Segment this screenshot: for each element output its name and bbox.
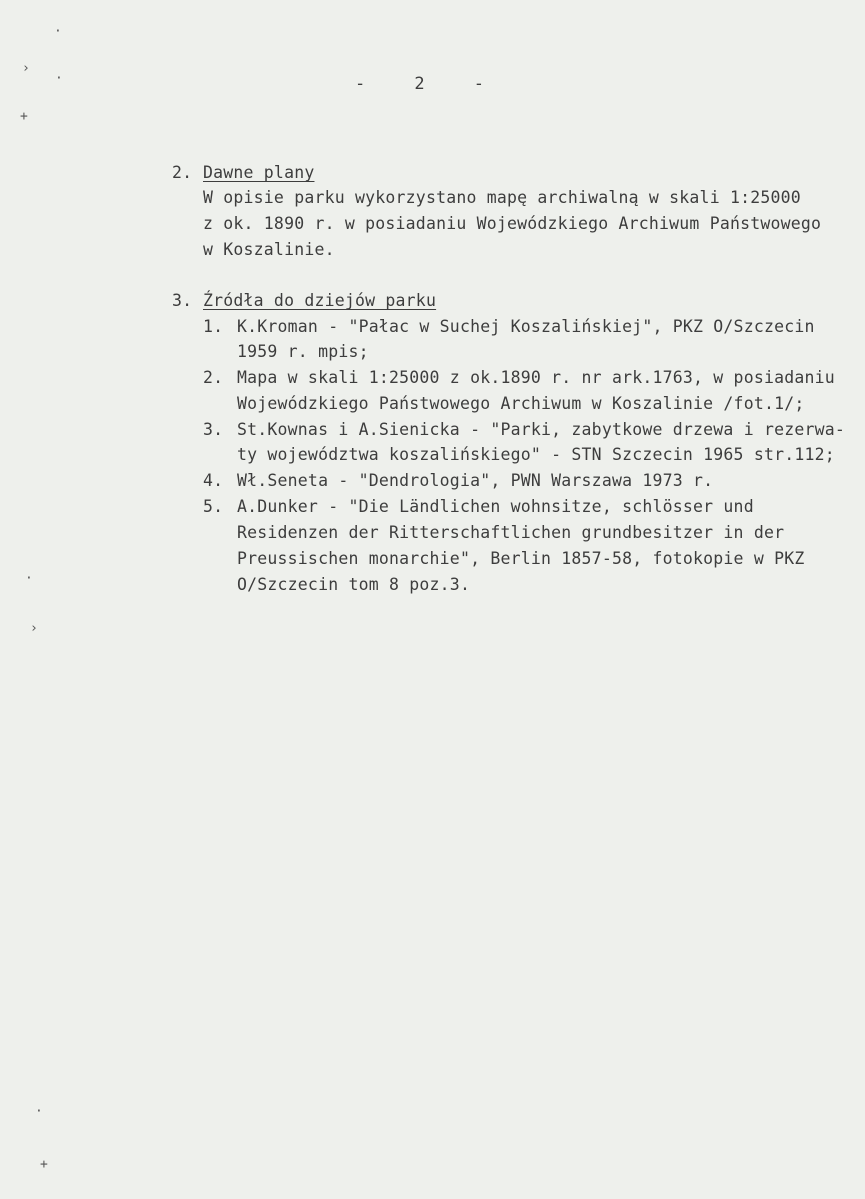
- margin-mark: +: [20, 109, 28, 124]
- margin-mark: ·: [25, 571, 33, 586]
- section-2-number: 2.: [172, 163, 193, 182]
- source-item-line: ty województwa koszalińskiego" - STN Szczecin 1965 str.112;: [237, 445, 835, 464]
- section-2-heading: Dawne plany: [203, 163, 315, 182]
- source-item-line: Preussischen monarchie", Berlin 1857-58, fotokopie w PKZ: [237, 549, 805, 568]
- source-item-line: Wojewódzkiego Państwowego Archiwum w Koszalinie /fot.1/;: [237, 394, 805, 413]
- source-item-number: 3.: [203, 420, 224, 439]
- page-number: [355, 74, 485, 94]
- margin-mark: +: [40, 1157, 48, 1172]
- margin-mark: ·: [54, 24, 62, 39]
- source-item-line: O/Szczecin tom 8 poz.3.: [237, 575, 471, 594]
- margin-mark: ›: [30, 621, 38, 636]
- page-number-dash-right: -: [473, 74, 485, 94]
- source-item-number: 5.: [203, 497, 224, 516]
- source-item-number: 1.: [203, 317, 224, 336]
- source-item-line: K.Kroman - "Pałac w Suchej Koszalińskiej", PKZ O/Szczecin: [237, 317, 815, 336]
- source-item-number: 4.: [203, 471, 224, 490]
- section-2-line: W opisie parku wykorzystano mapę archiwalną w skali 1:25000: [203, 188, 801, 207]
- margin-mark: ·: [55, 71, 63, 86]
- source-item-line: Residenzen der Ritterschaftlichen grundbesitzer in der: [237, 523, 785, 542]
- section-3-number: 3.: [172, 291, 193, 310]
- source-item-line: 1959 r. mpis;: [237, 342, 369, 361]
- page-number-value: 2: [414, 74, 426, 94]
- margin-mark: ›: [22, 61, 30, 76]
- source-item-line: A.Dunker - "Die Ländlichen wohnsitze, schlösser und: [237, 497, 754, 516]
- page-number-dash-left: -: [355, 74, 367, 94]
- section-2-line: w Koszalinie.: [203, 240, 335, 259]
- source-item-line: Mapa w skali 1:25000 z ok.1890 r. nr ark.1763, w posiadaniu: [237, 368, 835, 387]
- margin-mark: ·: [35, 1104, 43, 1119]
- source-item-line: St.Kownas i A.Sienicka - "Parki, zabytkowe drzewa i rezerwa-: [237, 420, 846, 439]
- section-3-heading: Źródła do dziejów parku: [203, 291, 437, 310]
- section-2-line: z ok. 1890 r. w posiadaniu Wojewódzkiego Archiwum Państwowego: [203, 214, 822, 233]
- source-item-line: Wł.Seneta - "Dendrologia", PWN Warszawa 1973 r.: [237, 471, 714, 490]
- source-item-number: 2.: [203, 368, 224, 387]
